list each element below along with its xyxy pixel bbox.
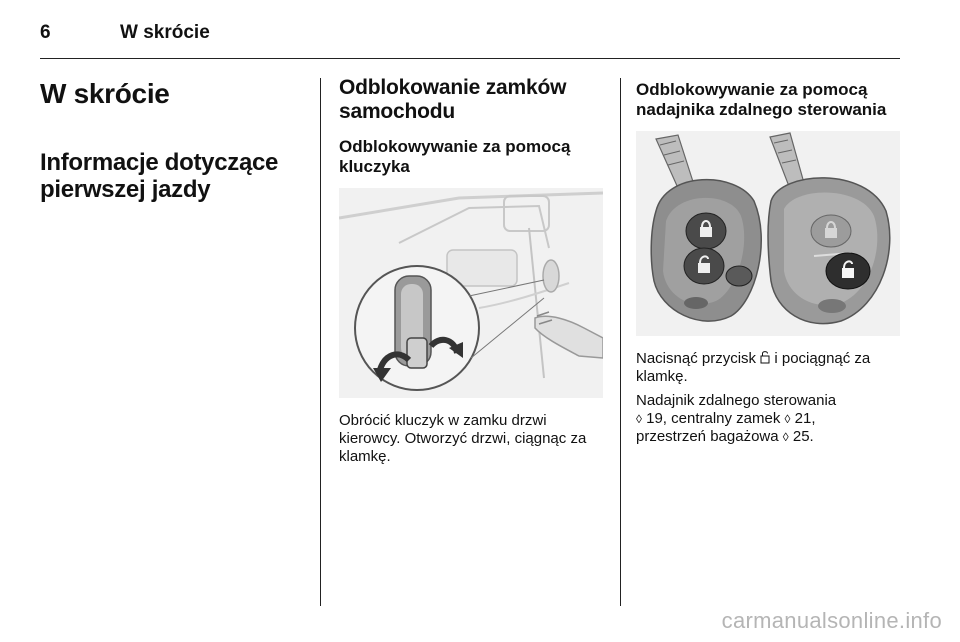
remote-control-label: Nadajnik zdalnego sterowania [636, 392, 837, 410]
running-header-title: W skrócie [120, 22, 210, 43]
page-reference-icon: ◊ [784, 412, 791, 427]
instruction-text-start: Nacisnąć przycisk [636, 350, 757, 368]
remote-key-fob-illustration [636, 131, 900, 336]
chapter-title: W skrócie [40, 78, 170, 109]
instruction-text [636, 350, 904, 386]
page-number: 6 [40, 22, 51, 43]
page-reference[interactable]: 21, [794, 410, 816, 428]
column-divider [320, 78, 321, 606]
unlock-icon [760, 350, 770, 364]
page-reference[interactable]: 19, [646, 410, 667, 428]
section-heading: Odblokowanie zamków samochodu [339, 76, 567, 123]
subheading-remote-unlock: Odblokowywanie za pomocą nadajnika zdalnego sterowania [636, 80, 887, 119]
section-title: Informacje dotyczące pierwszej jazdy [40, 149, 279, 203]
page-reference[interactable]: 25. [792, 428, 814, 446]
page-reference-icon: ◊ [782, 430, 789, 445]
instruction-text: Obrócić kluczyk w zamku drzwi kierowcy. Otworzyć drzwi, ciągnąc za klamkę. [339, 412, 587, 466]
luggage-compartment-label: przestrzeń bagażowa [636, 428, 779, 446]
watermark: carmanualsonline.info [721, 608, 942, 633]
page-reference-icon: ◊ [636, 412, 642, 427]
column-1 [40, 70, 310, 203]
column-2 [339, 70, 607, 466]
column-3 [636, 70, 904, 446]
cross-reference-text [636, 392, 904, 446]
central-lock-label: centralny zamek [671, 410, 781, 428]
column-divider [620, 78, 621, 606]
subheading-key-unlock: Odblokowywanie za pomocą kluczyka [339, 137, 571, 176]
door-lock-key-illustration [339, 188, 603, 398]
instruction-text-end: i pociągnąć za klamkę. [636, 350, 871, 386]
header-rule [40, 58, 900, 59]
